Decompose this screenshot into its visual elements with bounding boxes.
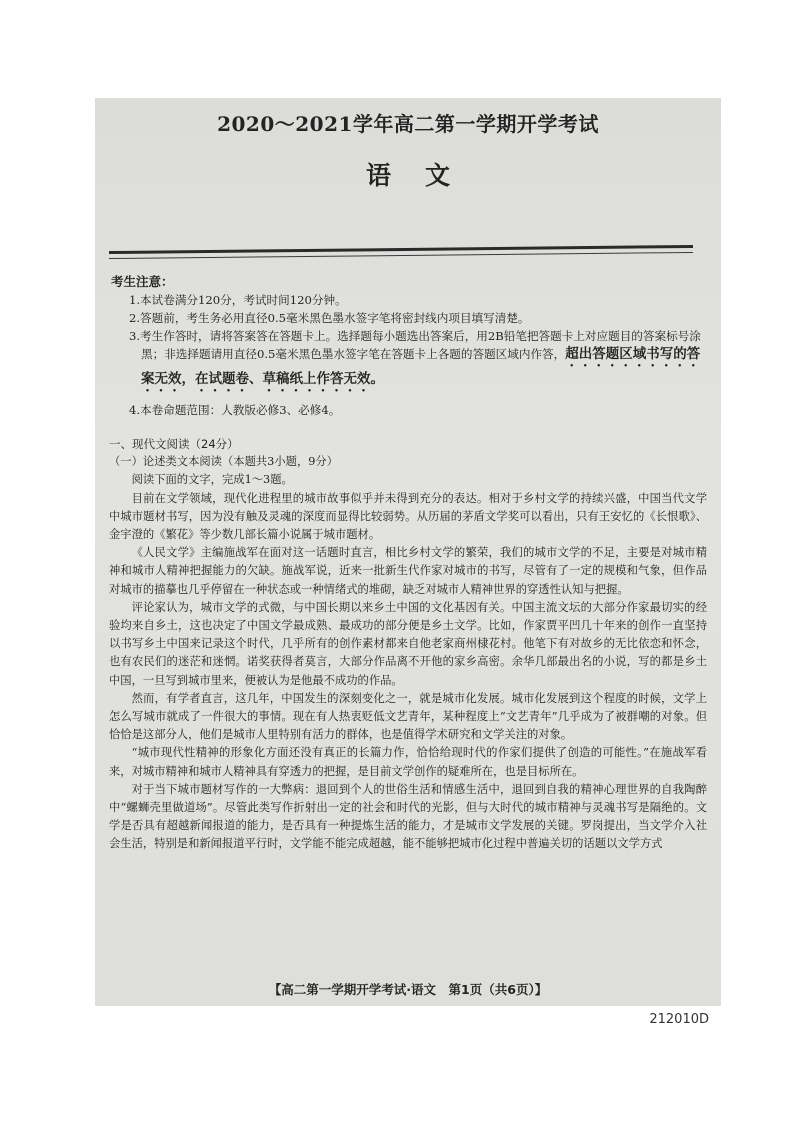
page-footer: 【高二第一学期开学考试·语文 第1页（共6页）】 [268, 982, 548, 997]
notice-item-1: 1.本试卷满分120分，考试时间120分钟。 [129, 293, 347, 307]
reading-instruction: 阅读下面的文字，完成1～3题。 [131, 473, 293, 487]
paragraph-6: 对于当下城市题材写作的一大弊病：退回到个人的世俗生活和情感生活中，退回到自我的精神心理世界的自我陶醉中“螺蛳壳里做道场”。尽管此类写作折射出一定的社会和时代的光影，但与大时代的城市精神与灵魂书写是隔绝的。文学是否具有超越新闻报道的能力，是否具有一种提炼生活的能力，才是城市文学发展的关键。罗岗提出，当文学介入社会生活，特别是和新闻报道平行时，文学能不能完成超越，能不能够把城市化过程中普遍关切的话题以文学方式 [109, 782, 707, 851]
paragraph-1: 目前在文学领域，现代化进程里的城市故事似乎并未得到充分的表达。相对于乡村文学的持续兴盛，中国当代文学中城市题材书写，因为没有触及灵魂的深度而显得比较弱势。从历届的茅盾文学奖可以看出，只有王安忆的《长恨歌》、金宇澄的《繁花》等少数几部长篇小说属于城市题材。 [109, 491, 707, 542]
exam-paper [95, 98, 721, 1027]
paragraph-2: 《人民文学》主编施战军在面对这一话题时直言，相比乡村文学的繁荣，我们的城市文学的不足，主要是对城市精神和城市人精神把握能力的欠缺。施战军说，近来一批新生代作家对城市的书写，尽管有了一定的规模和气象，但作品对城市的描摹也几乎停留在一种状态或一种情绪式的堆砌，缺乏对城市人精神世界的穿透性认知与把握。 [109, 546, 707, 596]
notice-item-3-text: 3.考生作答时，请将答案答在答题卡上。选择题每小题选出答案后，用2B铅笔把答题卡上对应题目的答案标号涂黑；非选择题请用直径0.5毫米黑色墨水签字笔在答题卡上各题的答题区域内作答， [129, 329, 701, 361]
paragraph-5: “城市现代性精神的形象化方面还没有真正的长篇力作，恰恰给现时代的作家们提供了创造的可能性。”在施战军看来，对城市精神和城市人精神具有穿透力的把握，是目前文学创作的疑难所在，也是目标所在。 [109, 746, 707, 778]
subject-title: 语文 [365, 161, 484, 190]
paragraph-3: 评论家认为，城市文学的式微，与中国长期以来乡土中国的文化基因有关。中国主流文坛的大部分作家最切实的经验均来自乡土，这也决定了中国文学最成熟、最成功的部分便是乡土文学。比如，作家贾平凹几十年来的创作一直坚持以书写乡土中国来记录这个时代，几乎所有的创作素材都来自他老家商州棣花村。他笔下有对故乡的无比依恋和怀念，也有农民们的迷茫和迷惘。诺奖获得者莫言，大部分作品离不开他的家乡高密。余华几部最出名的小说，写的都是乡土中国，一旦写到城市里来，便被认为是他最不成功的作品。 [109, 600, 707, 687]
part-heading: 一、现代文阅读（24分） [109, 437, 239, 451]
notice-item-2: 2.答题前，考生务必用直径0.5毫米黑色墨水签字笔将密封线内项目填写清楚。 [129, 311, 530, 325]
paragraph-4: 然而，有学者直言，这几年，中国发生的深刻变化之一，就是城市化发展。城市化发展到这个程度的时候，文学上怎么写城市就成了一件很大的事情。现在有人热衷贬低文艺青年，某种程度上“文艺青年”几乎成为了被群嘲的对象。但恰恰是这部分人，他们是城市人里特别有活力的群体，也是值得学术研究和文学关注的对象。 [109, 691, 707, 742]
notice-title: 考生注意： [111, 274, 174, 289]
exam-title: 2020～2021学年高二第一学期开学考试 [217, 112, 599, 136]
subsection-heading: （一）论述类文本阅读（本题共3小题，9分） [109, 455, 339, 469]
notice-item-3-emphasis: 超出答题区域书写的答案无效，在试题卷、草稿纸上作答无效。 [141, 346, 701, 387]
notice-item-3 [111, 327, 705, 395]
candidate-notice [111, 273, 705, 419]
paper-code: 212010D [649, 1012, 709, 1027]
reading-section [109, 435, 707, 854]
notice-item-4: 4.本卷命题范围：人教版必修3、必修4。 [129, 403, 341, 417]
